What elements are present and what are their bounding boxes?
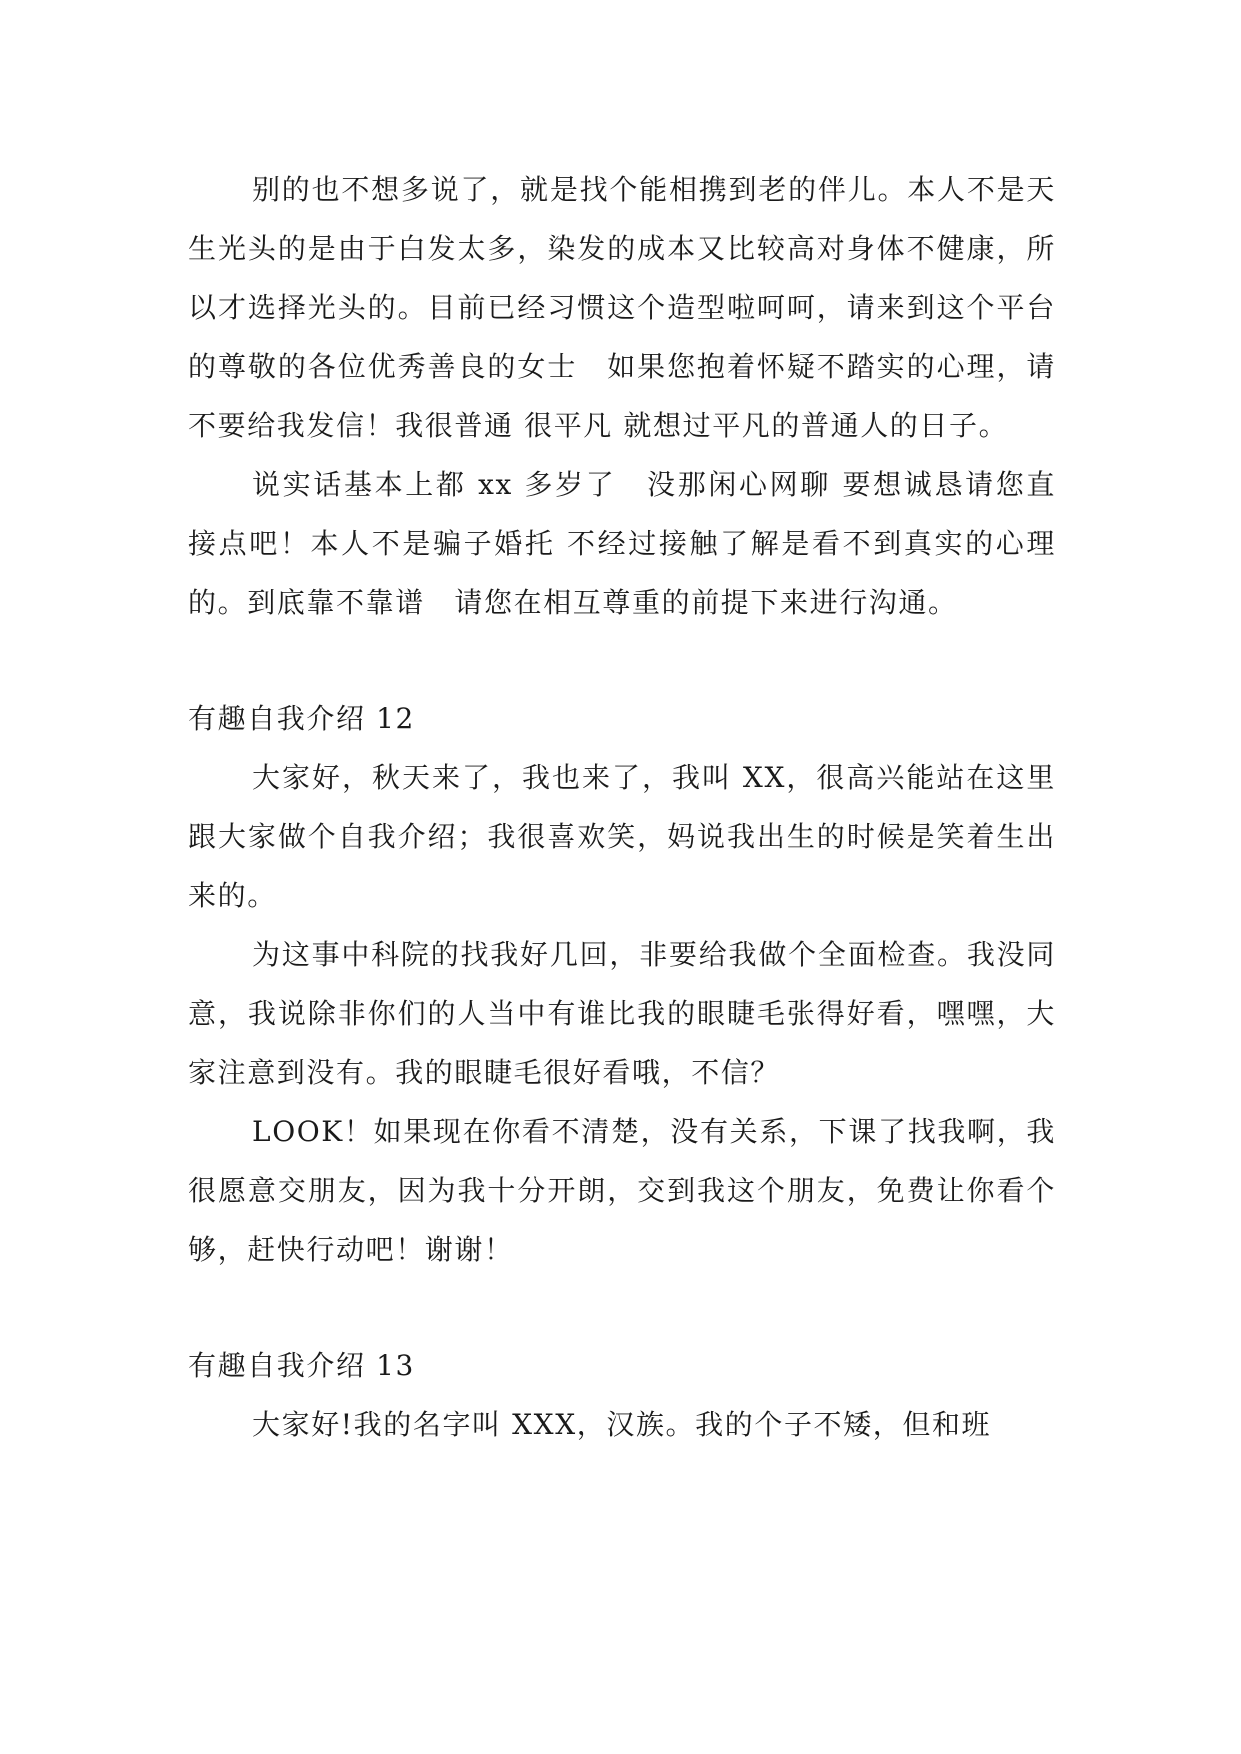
paragraph: 说实话基本上都 xx 多岁了 没那闲心网聊 要想诚恳请您直接点吧！本人不是骗子婚托 不经过接触了解是看不到真实的心理的。到底靠不靠谱 请您在相互尊重的前提下来进行沟通。 [188, 468, 1056, 619]
document-body [188, 160, 1056, 1454]
paragraph: LOOK！如果现在你看不清楚，没有关系，下课了找我啊，我很愿意交朋友，因为我十分开朗，交到我这个朋友，免费让你看个够，赶快行动吧！谢谢！ [188, 1115, 1056, 1266]
paragraph: 为这事中科院的找我好几回，非要给我做个全面检查。我没同意，我说除非你们的人当中有谁比我的眼睫毛张得好看，嘿嘿，大家注意到没有。我的眼睫毛很好看哦，不信？ [188, 938, 1056, 1089]
paragraph: 别的也不想多说了，就是找个能相携到老的伴儿。本人不是天生光头的是由于白发太多，染发的成本又比较高对身体不健康，所以才选择光头的。目前已经习惯这个造型啦呵呵，请来到这个平台的尊敬的各位优秀善良的女士 如果您抱着怀疑不踏实的心理，请不要给我发信！我很普通 很平凡 就想过平凡的普通人的日子。 [188, 173, 1056, 442]
section-heading: 有趣自我介绍 13 [188, 1349, 415, 1382]
paragraph: 大家好，秋天来了，我也来了，我叫 XX，很高兴能站在这里跟大家做个自我介绍；我很喜欢笑，妈说我出生的时候是笑着生出来的。 [188, 761, 1056, 912]
paragraph: 大家好!我的名字叫 XXX，汉族。我的个子不矮，但和班 [252, 1408, 992, 1441]
section-heading: 有趣自我介绍 12 [188, 702, 415, 735]
section-spacer [188, 1279, 1056, 1336]
section-spacer [188, 632, 1056, 689]
